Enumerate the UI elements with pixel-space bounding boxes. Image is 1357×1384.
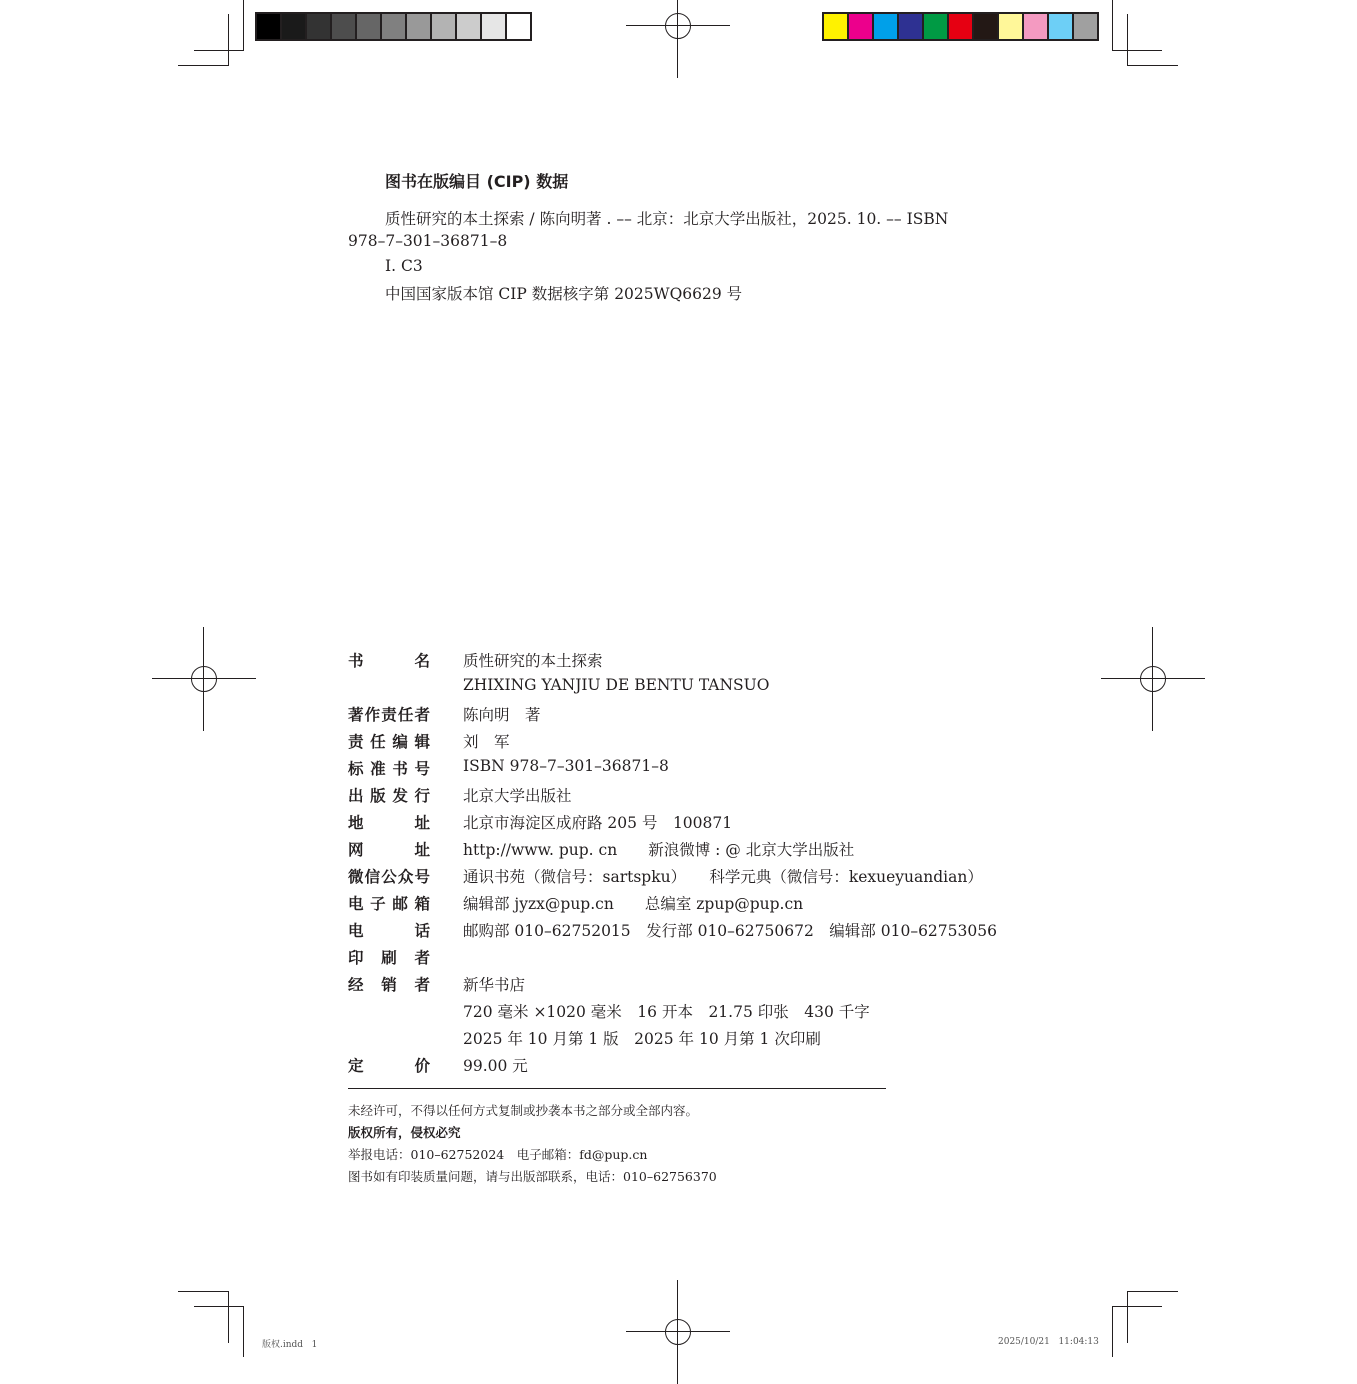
crop-mark	[194, 50, 244, 51]
report-contact: 举报电话：010–62752024 电子邮箱：fd@pup.cn	[348, 1147, 648, 1162]
colophon-label: 定价	[348, 1057, 430, 1075]
color-swatch	[849, 14, 874, 39]
color-swatch	[1049, 14, 1074, 39]
crop-mark	[243, 0, 244, 50]
color-swatch	[824, 14, 849, 39]
crop-mark	[178, 65, 229, 66]
colophon-value: 北京大学出版社	[463, 787, 572, 805]
colophon-label: 电话	[348, 922, 430, 940]
colophon-value: 2025 年 10 月第 1 版 2025 年 10 月第 1 次印刷	[463, 1030, 821, 1048]
color-swatch	[507, 14, 530, 39]
colophon-value: 通识书苑（微信号：sartspku） 科学元典（微信号：kexueyuandian）	[463, 868, 983, 886]
color-swatch	[457, 14, 482, 39]
color-swatch	[482, 14, 507, 39]
quality-contact: 图书如有印装质量问题，请与出版部联系，电话：010–62756370	[348, 1169, 717, 1184]
registration-mark-right	[1101, 627, 1205, 731]
color-swatch	[282, 14, 307, 39]
gray-color-bar	[255, 12, 532, 41]
color-swatch	[257, 14, 282, 39]
colophon-label: 电子邮箱	[348, 895, 430, 913]
colophon-label: 微信公众号	[348, 868, 430, 886]
registration-mark-bottom	[626, 1280, 730, 1384]
color-swatch	[357, 14, 382, 39]
color-swatch	[999, 14, 1024, 39]
crop-mark	[1127, 65, 1178, 66]
colophon-value: 陈向明 著	[463, 706, 541, 724]
colophon-label: 经销者	[348, 976, 430, 994]
color-swatch	[382, 14, 407, 39]
colophon-value: 北京市海淀区成府路 205 号 100871	[463, 814, 733, 832]
colophon-label: 责任编辑	[348, 733, 430, 751]
slug-timestamp: 2025/10/21 11:04:13	[998, 1337, 1099, 1347]
colophon-value: 质性研究的本土探索	[463, 652, 603, 670]
crop-mark	[1127, 14, 1128, 66]
crop-mark	[228, 14, 229, 66]
color-swatch	[1074, 14, 1097, 39]
colophon-value: 720 毫米 ×1020 毫米 16 开本 21.75 印张 430 千字	[463, 1003, 870, 1021]
colophon-value: ZHIXING YANJIU DE BENTU TANSUO	[463, 676, 770, 694]
cip-line: 中国国家版本馆 CIP 数据核字第 2025WQ6629 号	[385, 285, 743, 303]
crop-mark	[178, 1291, 229, 1292]
crop-mark	[1112, 1306, 1162, 1307]
color-swatch	[949, 14, 974, 39]
process-color-bar	[822, 12, 1099, 41]
registration-mark-top	[626, 0, 730, 78]
colophon-label: 印刷者	[348, 949, 430, 967]
crop-mark	[1112, 0, 1113, 50]
colophon-value: 编辑部 jyzx@pup.cn 总编室 zpup@pup.cn	[463, 895, 804, 913]
colophon-value: 99.00 元	[463, 1057, 528, 1075]
crop-mark	[194, 1306, 244, 1307]
copy-notice: 未经许可，不得以任何方式复制或抄袭本书之部分或全部内容。	[348, 1103, 699, 1118]
slug-filename: 版权.indd 1	[262, 1340, 318, 1350]
crop-mark	[243, 1306, 244, 1357]
registration-mark-left	[152, 627, 256, 731]
color-swatch	[899, 14, 924, 39]
crop-mark	[1127, 1291, 1128, 1343]
color-swatch	[924, 14, 949, 39]
color-swatch	[874, 14, 899, 39]
crop-mark	[1112, 1306, 1113, 1357]
color-swatch	[307, 14, 332, 39]
cip-line: Ⅰ. C3	[385, 257, 423, 275]
color-swatch	[407, 14, 432, 39]
color-swatch	[432, 14, 457, 39]
color-swatch	[332, 14, 357, 39]
rights-notice: 版权所有，侵权必究	[348, 1125, 461, 1140]
cip-line: 978–7–301–36871–8	[348, 232, 508, 250]
color-swatch	[1024, 14, 1049, 39]
colophon-value: 新华书店	[463, 976, 526, 994]
colophon-value: 邮购部 010–62752015 发行部 010–62750672 编辑部 010–62753056	[463, 922, 997, 940]
colophon-label: 地址	[348, 814, 430, 832]
colophon-label: 著作责任者	[348, 706, 430, 724]
colophon-label: 标准书号	[348, 760, 430, 778]
crop-mark	[1112, 50, 1162, 51]
colophon-label: 网址	[348, 841, 430, 859]
colophon-value: 刘 军	[463, 733, 510, 751]
colophon-value: ISBN 978–7–301–36871–8	[463, 757, 669, 775]
colophon-value: http://www. pup. cn 新浪微博 : @ 北京大学出版社	[463, 841, 855, 859]
colophon-label: 出版发行	[348, 787, 430, 805]
crop-mark	[1127, 1291, 1178, 1292]
colophon-label: 书名	[348, 652, 430, 670]
color-swatch	[974, 14, 999, 39]
cip-title: 图书在版编目 (CIP) 数据	[385, 172, 569, 191]
divider	[348, 1088, 886, 1089]
crop-mark	[228, 1291, 229, 1343]
cip-line: 质性研究的本土探索 / 陈向明著 . –– 北京：北京大学出版社，2025. 10. –– ISBN	[385, 210, 949, 228]
